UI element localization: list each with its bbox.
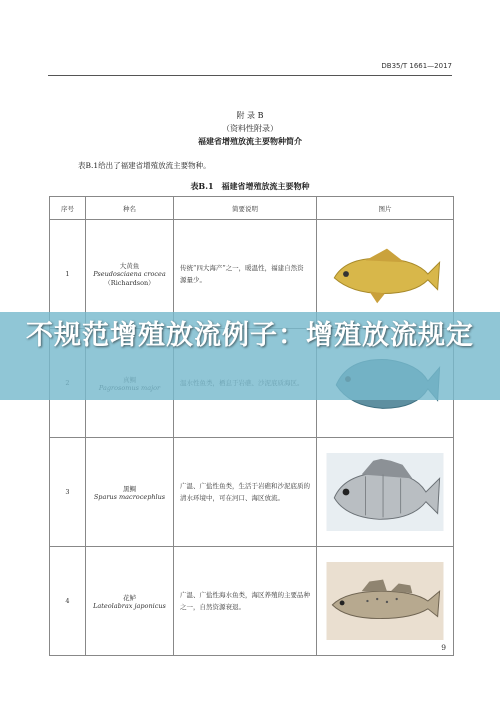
species-latin: Sparus macrocephlus: [93, 492, 166, 501]
header-image: 图片: [317, 197, 454, 220]
species-name: [86, 547, 174, 656]
appendix-title: 附 录 B: [236, 111, 264, 120]
species-description: 传统“四大海产”之一，暖温性，福建自然资源量少。: [174, 220, 317, 329]
row-number: 3: [50, 438, 86, 547]
species-author: （Richardson）: [104, 279, 155, 287]
header-rule: [48, 75, 452, 76]
row-number: 1: [50, 220, 86, 329]
table-row: [50, 547, 454, 656]
appendix-subject: 福建省增殖放流主要物种简介: [198, 136, 302, 146]
species-cn: 大黄鱼: [119, 262, 140, 270]
standard-number: DB35/T 1661—2017: [381, 62, 452, 70]
species-description: 广温、广盐性海水鱼类，海区养殖的主要品种之一，自然资源衰退。: [174, 547, 317, 656]
species-cn: 黑鲷: [123, 484, 136, 493]
page-number: 9: [441, 643, 446, 652]
black-seabream-photo: [326, 453, 444, 531]
header-no: 序号: [50, 197, 86, 220]
header-description: 简要说明: [174, 197, 317, 220]
banner-title: 不规范增殖放流例子：增殖放流规定: [26, 320, 474, 351]
table-caption: 表B.1 福建省增殖放流主要物种: [190, 181, 310, 191]
species-description: 广温、广盐性鱼类，生活于岩礁和沙泥底质的清水环境中，可在河口、海区放流。: [174, 438, 317, 547]
yellow-croaker-photo: [326, 235, 444, 313]
species-name: [86, 438, 174, 547]
sea-bass-photo: [326, 562, 444, 640]
table-header-row: [50, 197, 454, 220]
species-table: [49, 196, 454, 656]
species-latin: Lateolabrax japonicus: [93, 601, 166, 610]
table-row: [50, 438, 454, 547]
species-image-cell: [317, 547, 454, 656]
intro-text: 表B.1给出了福建省增殖放流主要物种。: [78, 161, 211, 170]
species-cn: 花鲈: [123, 593, 136, 602]
row-number: 4: [50, 547, 86, 656]
header-species: 种名: [86, 197, 174, 220]
appendix-note: （资料性附录）: [222, 124, 278, 133]
species-image-cell: [317, 438, 454, 547]
species-latin: Pseudosciaena crocea: [93, 270, 166, 278]
